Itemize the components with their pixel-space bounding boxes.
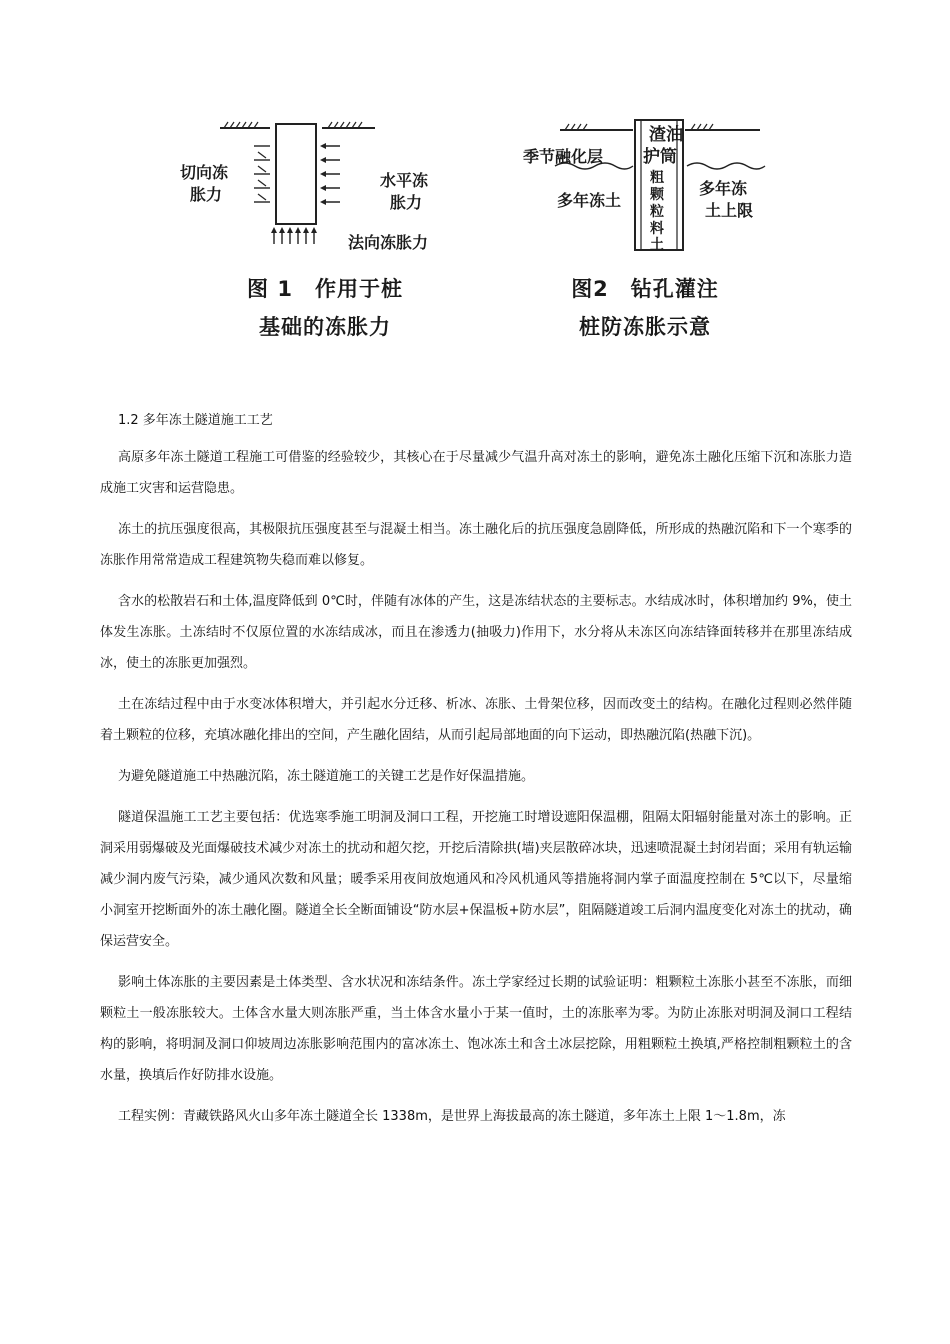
- label-seasonal-layer: 季节融化层: [523, 147, 604, 166]
- paragraph: 工程实例：青藏铁路风火山多年冻土隧道全长 1338m，是世界上海拔最高的冻土隧道，多年冻土上限 1～1.8m，冻: [118, 1109, 786, 1124]
- paragraph: 隧道保温施工工艺主要包括：优选寒季施工明洞及洞口工程，开挖施工时增设遮阳保温棚，阻隔太阳辐射能量对冻土的影响。正洞采用弱爆破及光面爆破技术减少对冻土的扰动和超欠挖，开挖后清除拱(墙)夹层散碎冰块，迅速喷混凝土封闭岩面；采用有轨运输减少洞内废气污染，减少通风次数和风量；暖季采用夜间放炮通风和冷风机通风等措施将洞内掌子面温度控制在 5℃以下，尽量缩小洞室开挖断面外的冻土融化圈。隧道全长全断面铺设“防水层+保温板+防水层”，阻隔隧道竣工后洞内温度变化对冻土的扰动，确保运营安全。: [100, 810, 852, 949]
- label-normal: 法向冻胀力: [348, 233, 429, 252]
- figure-2-caption-line-1: 图2 钻孔灌注: [571, 277, 719, 301]
- paragraph: 为避免隧道施工中热融沉陷，冻土隧道施工的关键工艺是作好保温措施。: [118, 769, 535, 784]
- figure-2-diagram: [515, 110, 795, 260]
- label-horizontal-1: 水平冻: [380, 171, 429, 190]
- section-title: 1.2 多年冻土隧道施工工艺: [118, 413, 273, 428]
- body-text: [100, 442, 852, 1142]
- label-upper-limit-2: 土上限: [705, 201, 754, 220]
- label-coarse-fill-3: 粒: [650, 204, 664, 220]
- paragraph: 影响土体冻胀的主要因素是土体类型、含水状况和冻结条件。冻土学家经过长期的试验证明：粗颗粒土冻胀小甚至不冻胀，而细颗粒土一般冻胀较大。土体含水量大则冻胀严重，当土体含水量小于某一值时，土的冻胀率为零。为防止冻胀对明洞及洞口工程结构的影响，将明洞及洞口仰坡周边冻胀影响范围内的富冰冻土、饱冰冻土和含土冰层挖除，用粗颗粒土换填,严格控制粗颗粒土的含水量，换填后作好防排水设施。: [100, 975, 852, 1083]
- label-horizontal-2: 胀力: [390, 193, 423, 212]
- figure-2-caption: [520, 270, 770, 346]
- label-oil-sleeve-2: 护筒: [643, 147, 677, 167]
- figure-2-caption-line-2: 桩防冻胀示意: [579, 315, 711, 339]
- label-upper-limit-1: 多年冻: [699, 179, 748, 198]
- label-permafrost: 多年冻土: [557, 191, 622, 210]
- figure-1-caption-line-1: 图 1 作用于桩: [247, 277, 403, 301]
- label-coarse-fill-4: 料: [650, 221, 664, 237]
- paragraph: 土在冻结过程中由于水变冰体积增大，并引起水分迁移、析冰、冻胀、土骨架位移，因而改变土的结构。在融化过程则必然伴随着土颗粒的位移，充填冰融化排出的空间，产生融化固结，从而引起局部地面的向下运动，即热融沉陷(热融下沉)。: [100, 697, 852, 743]
- figure-1-caption-line-2: 基础的冻胀力: [259, 315, 391, 339]
- label-coarse-fill-1: 粗: [650, 170, 664, 186]
- figure-1-caption: [200, 270, 450, 346]
- figure-1-diagram: [170, 110, 460, 260]
- label-tangential-2: 胀力: [190, 185, 223, 204]
- label-coarse-fill-5: 土: [650, 237, 664, 253]
- label-tangential-1: 切向冻: [180, 163, 229, 182]
- paragraph: 含水的松散岩石和土体,温度降低到 0℃时，伴随有冰体的产生，这是冻结状态的主要标志。水结成冰时，体积增加约 9%，使土体发生冻胀。土冻结时不仅原位置的水冻结成冰，而且在渗透力(抽吸力)作用下，水分将从未冻区向冻结锋面转移并在那里冻结成冰，使土的冻胀更加强烈。: [100, 594, 852, 671]
- label-coarse-fill-2: 颗: [650, 187, 664, 203]
- paragraph: 高原多年冻土隧道工程施工可借鉴的经验较少，其核心在于尽量减少气温升高对冻土的影响，避免冻土融化压缩下沉和冻胀力造成施工灾害和运营隐患。: [100, 450, 852, 496]
- label-oil-sleeve-1: 渣油: [649, 125, 683, 145]
- paragraph: 冻土的抗压强度很高，其极限抗压强度甚至与混凝土相当。冻土融化后的抗压强度急剧降低，所形成的热融沉陷和下一个寒季的冻胀作用常常造成工程建筑物失稳而难以修复。: [100, 522, 852, 568]
